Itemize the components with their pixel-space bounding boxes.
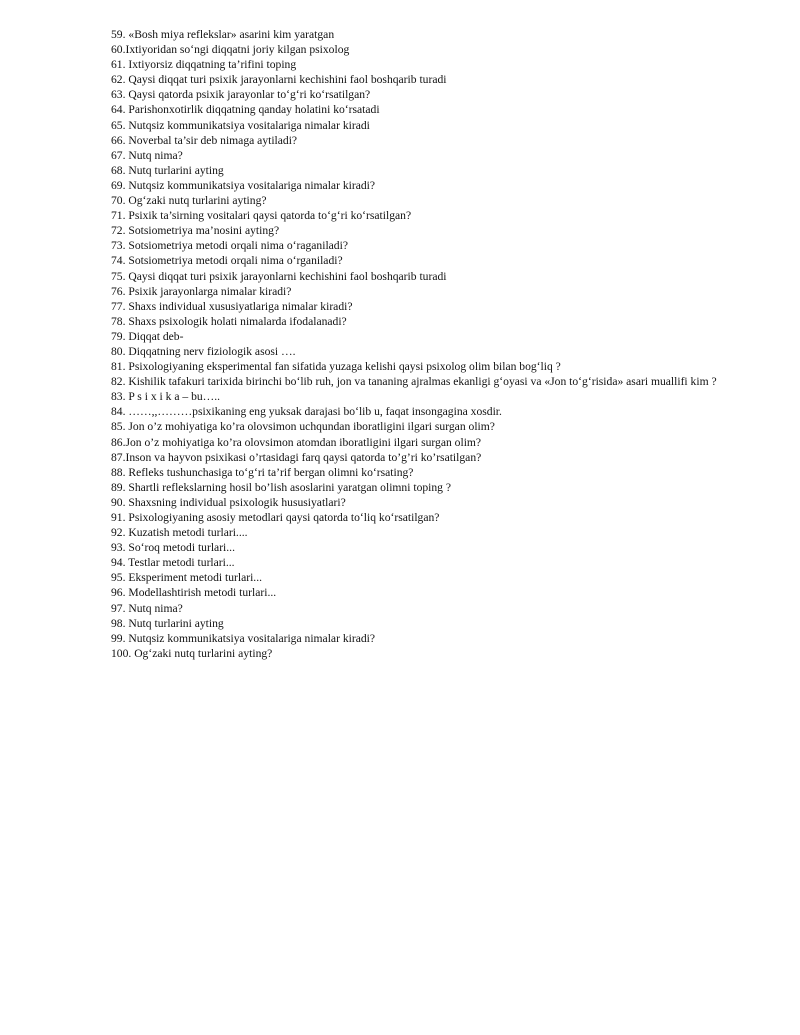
question-72: 72. Sotsiometriya ma’nosini ayting? [111,224,280,238]
question-66: 66. Noverbal ta’sir deb nimaga aytiladi? [111,133,298,147]
question-96: 96. Modellashtirish metodi turlari... [111,586,277,600]
question-90: 90. Shaxsning individual psixologik hususiyatlari? [111,495,346,509]
question-93: 93. So‘roq metodi turlari... [111,541,235,555]
question-78: 78. Shaxs psixologik holati nimalarda ifodalanadi? [111,314,347,328]
question-83: 83. P s i x i k a – bu….. [111,390,221,404]
question-98: 98. Nutq turlarini ayting [111,616,224,630]
question-61: 61. Ixtiyorsiz diqqatning ta’rifini toping [111,58,297,72]
question-79: 79. Diqqat deb- [111,329,184,343]
question-81: 81. Psixologiyaning eksperimental fan sifatida yuzaga kelishi qaysi psixolog olim bilan bog‘liq ? [111,360,561,374]
question-62: 62. Qaysi diqqat turi psixik jarayonlarni kechishini faol boshqarib turadi [111,73,447,87]
question-100: 100. Og‘zaki nutq turlarini ayting? [111,646,273,660]
question-89: 89. Shartli reflekslarning hosil bo’lish asoslarini yaratgan olimni toping ? [111,480,452,494]
question-69: 69. Nutqsiz kommunikatsiya vositalariga nimalar kiradi? [111,178,376,192]
question-77: 77. Shaxs individual xususiyatlariga nimalar kiradi? [111,299,353,313]
question-68: 68. Nutq turlarini ayting [111,163,224,177]
question-95: 95. Eksperiment metodi turlari... [111,571,263,585]
question-70: 70. Og‘zaki nutq turlarini ayting? [111,194,267,208]
question-80: 80. Diqqatning nerv fiziologik asosi …. [111,344,296,358]
question-60: 60.Ixtiyoridan so‘ngi diqqatni joriy kilgan psixolog [111,43,350,57]
question-59: 59. «Bosh miya reflekslar» asarini kim yaratgan [111,28,335,41]
question-92: 92. Kuzatish metodi turlari.... [111,526,248,540]
question-88: 88. Refleks tushunchasiga to‘g‘ri ta’rif bergan olimni ko‘rsating? [111,465,414,479]
question-85: 85. Jon o’z mohiyatiga ko’ra olovsimon uchqundan iboratligini ilgari surgan olim? [111,420,495,434]
question-94: 94. Testlar metodi turlari... [111,556,235,570]
question-86: 86.Jon o’z mohiyatiga ko’ra olovsimon atomdan iboratligini ilgari surgan olim? [111,435,482,449]
question-63: 63. Qaysi qatorda psixik jarayonlar to‘g‘ri ko‘rsatilgan? [111,88,371,102]
question-97: 97. Nutq nima? [111,601,183,615]
question-73: 73. Sotsiometriya metodi orqali nima o‘raganiladi? [111,239,348,253]
question-91: 91. Psixologiyaning asosiy metodlari qaysi qatorda to‘liq ko‘rsatilgan? [111,511,440,524]
question-67: 67. Nutq nima? [111,148,183,162]
question-65: 65. Nutqsiz kommunikatsiya vositalariga nimalar kiradi [111,118,370,132]
question-76: 76. Psixik jarayonlarga nimalar kiradi? [111,284,292,298]
question-87: 87.Inson va hayvon psixikasi o’rtasidagi farq qaysi qatorda to’g’ri ko’rsatilgan? [111,450,482,464]
question-71: 71. Psixik ta’sirning vositalari qaysi qatorda to‘g‘ri ko‘rsatilgan? [111,209,412,223]
question-64: 64. Parishonxotirlik diqqatning qanday holatini ko‘rsatadi [111,103,380,117]
question-82: 82. Kishilik tafakuri tarixida birinchi bo‘lib ruh, jon va tananing ajralmas ekanligi g‘oyasi va «Jon to‘g‘risida» asari muallifi kim ? [111,375,717,389]
question-74: 74. Sotsiometriya metodi orqali nima o‘rganiladi? [111,254,343,268]
question-99: 99. Nutqsiz kommunikatsiya vositalariga nimalar kiradi? [111,631,376,645]
question-84: 84. ……,,………psixikaning eng yuksak darajasi bo‘lib u, faqat insongagina xosdir. [111,405,502,419]
question-75: 75. Qaysi diqqat turi psixik jarayonlarni kechishini faol boshqarib turadi [111,269,447,283]
question-list [111,27,731,661]
